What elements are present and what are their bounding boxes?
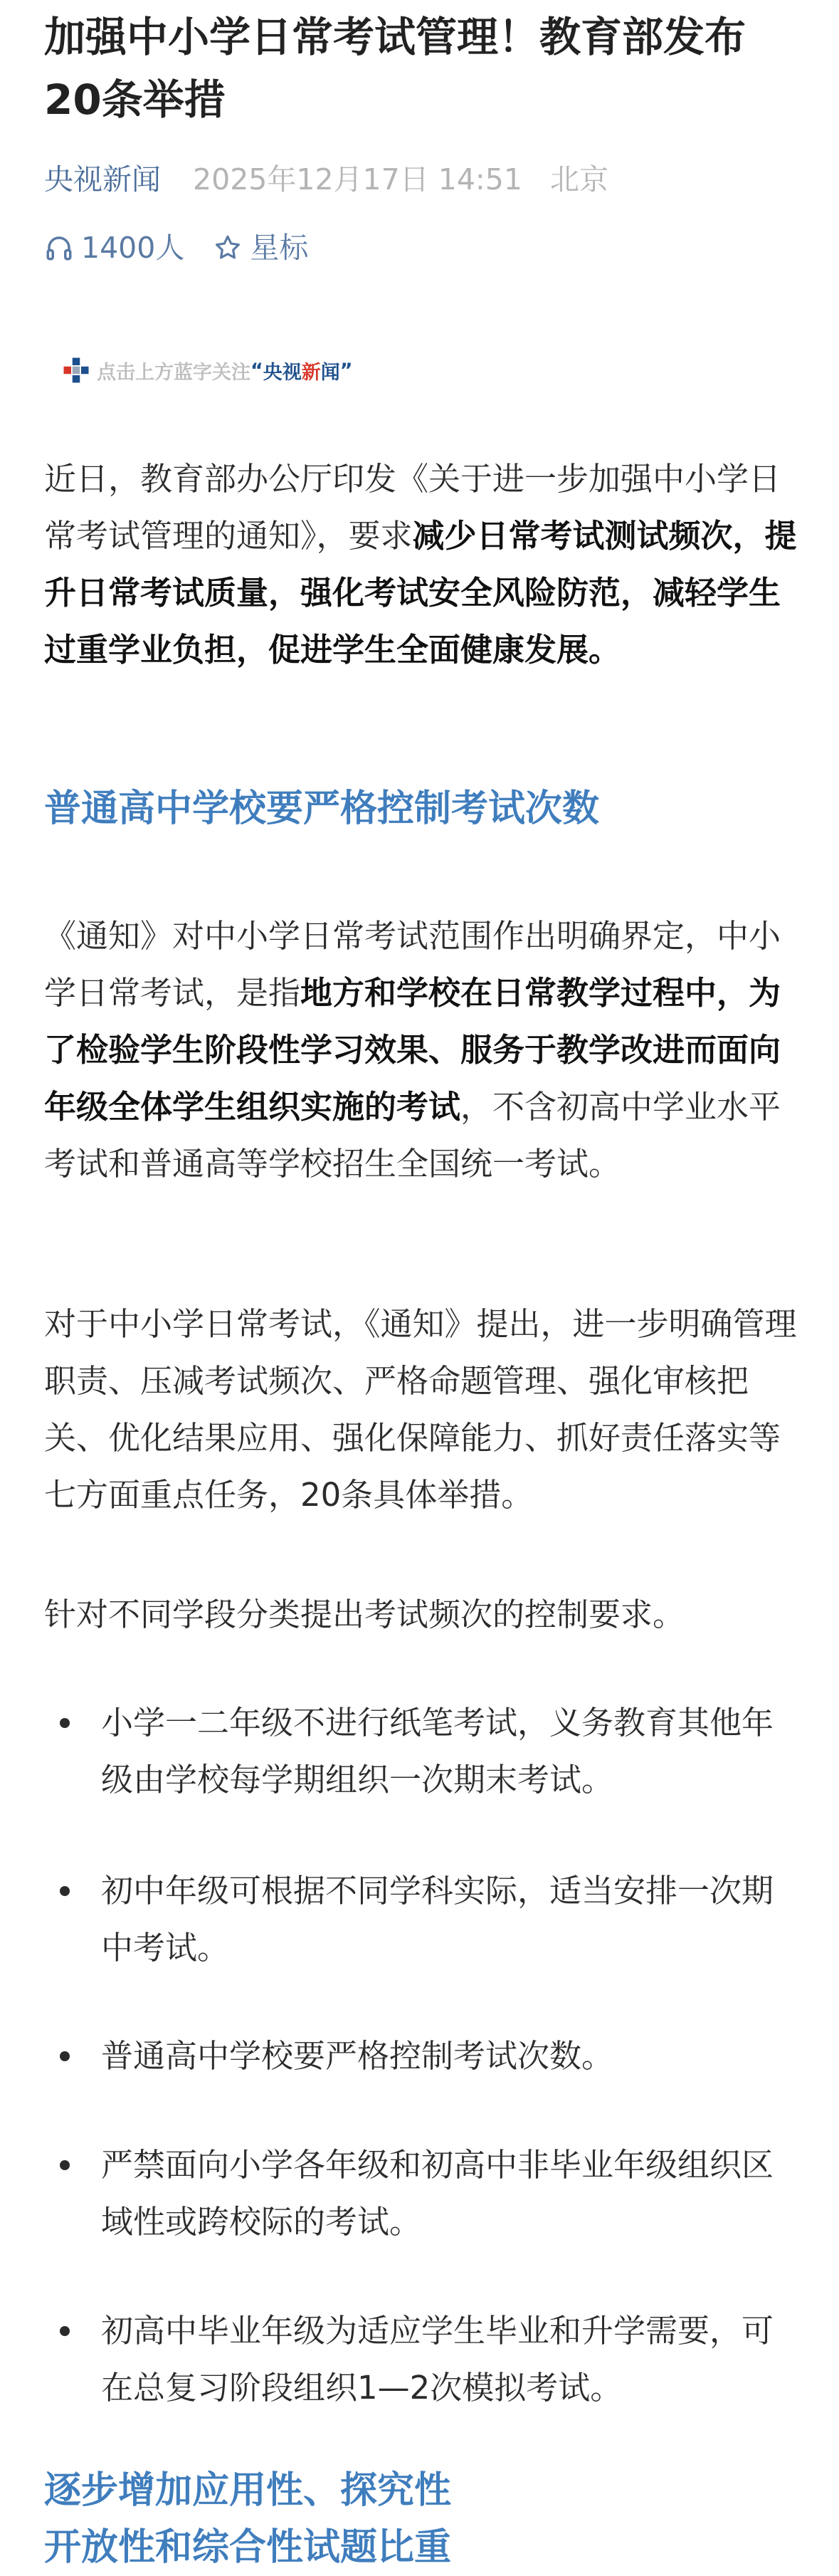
intro-bold: 减少日常考试测试频次，提升日常考试质量，强化考试安全风险防范，减轻学生过重学业负担，促进学生全面健康发展。 <box>44 517 797 669</box>
star-button[interactable] <box>213 226 308 269</box>
banner-brand-part2: 新 <box>301 361 321 384</box>
section-heading-1: 普通高中学校要严格控制考试次数 <box>44 787 600 830</box>
definition-bold: 地方和学校在日常教学过程中，为了检验学生阶段性学习效果、服务于教学改进而面向年级全体学生组织实施的考试 <box>44 974 781 1126</box>
list-item-text: 初高中毕业年级为适应学生毕业和升学需要，可在总复习阶段组织1—2次模拟考试。 <box>101 2312 774 2407</box>
bullet-dot <box>60 1886 70 1896</box>
definition-plain-1: 《通知》对中小学日常考试范围作出明确界定，中小学日常考试，是指 <box>44 917 781 1012</box>
cctv-logo-icon <box>61 355 91 385</box>
source-link[interactable]: 央视新闻 <box>44 162 161 197</box>
list-item-text: 普通高中学校要严格控制考试次数。 <box>101 2037 614 2075</box>
definition-paragraph <box>44 908 798 1193</box>
article-title: 加强中小学日常考试管理！教育部发布20条举措 <box>44 13 746 124</box>
listen-button[interactable] <box>44 226 184 269</box>
publish-location: 北京 <box>549 162 608 197</box>
star-icon <box>213 233 243 263</box>
article-meta <box>44 158 608 201</box>
bullet-dot <box>60 2326 70 2336</box>
tasks-paragraph: 对于中小学日常考试，《通知》提出，进一步明确管理职责、压减考试频次、严格命题管理、强化审核把关、优化结果应用、强化保障能力、抓好责任落实等七方面重点任务，20条具体举措。 <box>44 1305 797 1514</box>
intro-paragraph <box>44 451 798 679</box>
frequency-intro: 针对不同学段分类提出考试频次的控制要求。 <box>44 1596 685 1633</box>
bullet-dot <box>60 2160 70 2170</box>
section-heading-2-line1: 逐步增加应用性、探究性 <box>44 2469 452 2512</box>
list-item <box>44 2303 798 2417</box>
list-item <box>44 1695 798 1808</box>
bullet-dot <box>60 2051 70 2061</box>
section-heading-2 <box>44 2462 798 2576</box>
banner-quote-open: “ <box>250 359 263 382</box>
listener-count: 1400人 <box>81 231 185 265</box>
list-item-text: 严禁面向小学各年级和初高中非毕业年级组织区域性或跨校际的考试。 <box>101 2146 774 2241</box>
list-item <box>44 2137 798 2251</box>
definition-plain-2: ，不含初高中学业水平考试和普通高等学校招生全国统一考试。 <box>44 1088 781 1183</box>
list-item-text: 初中年级可根据不同学科实际，适当安排一次期中考试。 <box>101 1872 774 1967</box>
list-item <box>44 2028 798 2085</box>
banner-brand-part1: 央视 <box>263 361 302 384</box>
star-label: 星标 <box>250 231 309 265</box>
follow-banner[interactable] <box>61 352 353 388</box>
bullet-dot <box>60 1718 70 1728</box>
banner-quote-close: ” <box>339 359 353 382</box>
banner-prefix: 点击上方蓝字关注 <box>97 361 250 384</box>
headphones-icon <box>44 233 74 263</box>
list-item <box>44 1863 798 1976</box>
intro-plain: 近日，教育部办公厅印发《关于进一步加强中小学日常考试管理的通知》，要求 <box>44 460 781 555</box>
article-stats <box>44 226 337 269</box>
list-item-text: 小学一二年级不进行纸笔考试，义务教育其他年级由学校每学期组织一次期末考试。 <box>101 1704 774 1799</box>
section-heading-2-line2: 开放性和综合性试题比重 <box>44 2526 452 2569</box>
publish-date: 2025年12月17日 14:51 <box>193 162 522 197</box>
banner-brand-part3: 闻 <box>320 361 340 384</box>
